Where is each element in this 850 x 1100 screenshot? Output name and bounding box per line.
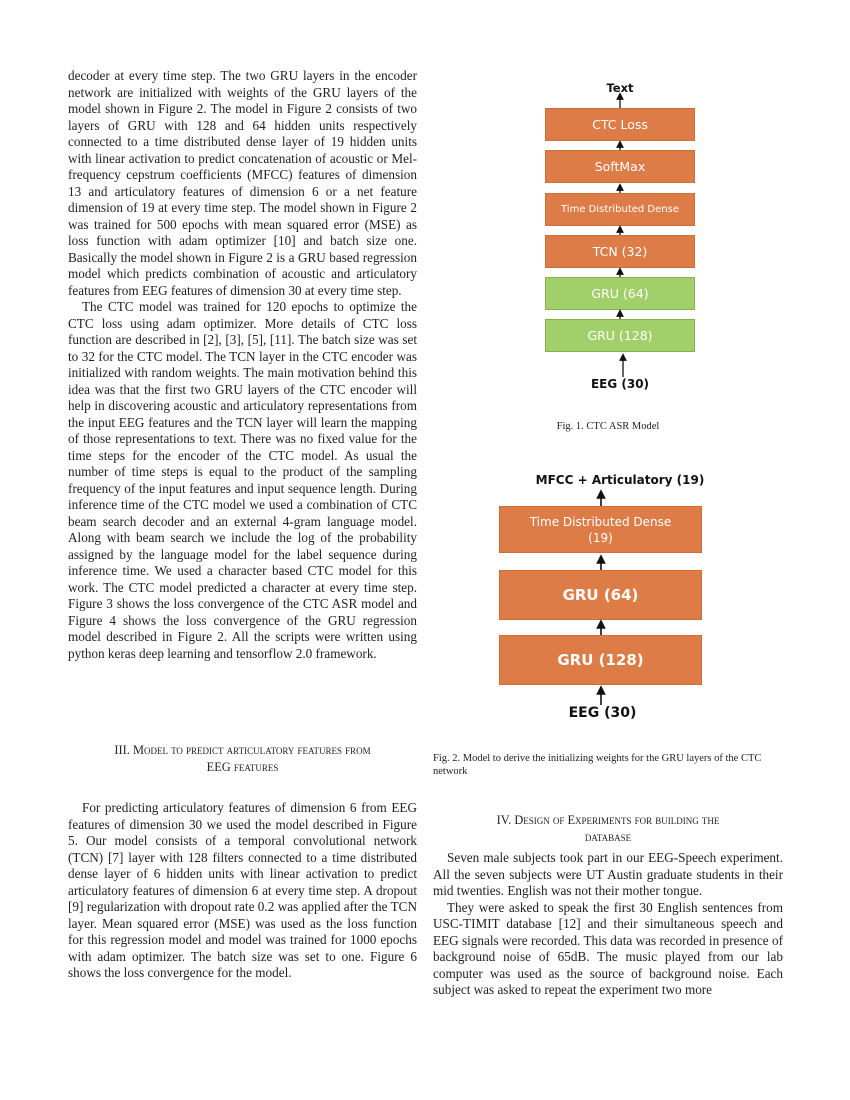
body-paragraph: decoder at every time step. The two GRU layers in the encoder network are initialized with weights of the GRU layers of the model shown in Figure 2. The model in Figure 2 consists of two layers of GRU with 128 and 64 hidden units respectively connected to a time distributed dense layer of 19 hidden units with linear activation to predict concatenation of acoustic or Mel-frequency cepstrum coefficients (MFCC) features of dimension 13 and articulatory features of dimension 6 or a net feature dimension of 19 at every time step. The model shown in Figure 2 was trained for 500 epochs with mean squared error (MSE) as loss function with adam optimizer [10] and batch size one. Basically the model shown in Figure 2 is a GRU based regression model which predicts combination of acoustic and articulatory features from EEG features of dimension 30 at every time step. [68, 68, 417, 298]
section-heading-iv [433, 812, 783, 845]
body-paragraph: The CTC model was trained for 120 epochs to optimize the CTC loss using adam optimizer. More details of CTC loss function are described in [2], [3], [5], [11]. The batch size was set to 32 for the CTC model. The TCN layer in the CTC encoder was initialized with random weights. The main motivation behind this idea was that the first two GRU layers of the CTC encoder will help in discovering acoustic and articulatory representations from the input EEG features and the TCN layer will learn the mapping of those representations to text. There was no fixed value for the time steps for the encoder of the CTC model. As usual the number of time steps is equal to the product of the sampling frequency of the input features and input sequence length. During inference time of the CTC model we used a combination of CTC beam search decoder and an external 4-gram language model. Along with beam search we include the log of the probability assigned by the language model for the label sequence during inference time. We used a character based CTC model for this work. The CTC model predicted a character at every time step. Figure 3 shows the loss convergence of the CTC ASR model and Figure 4 shows the loss convergence of the GRU regression model described in Figure 2. All the scripts were written using python keras deep learning and tensorflow 2.0 framework. [68, 299, 417, 661]
fig1-caption: Fig. 1. CTC ASR Model [556, 421, 660, 432]
section-title-line2: EEG features [206, 759, 279, 774]
fig1-input-label: EEG (30) [590, 377, 650, 391]
fig2-input-label: EEG (30) [568, 705, 637, 721]
fig2-layer-gru-64: GRU (64) [499, 570, 702, 620]
fig1-layer-softmax: SoftMax [545, 150, 695, 183]
fig1-layer-gru-64: GRU (64) [545, 277, 695, 310]
fig1-output-label: Text [606, 81, 634, 95]
section-title-line2: database [584, 829, 632, 844]
fig2-layer-gru-128: GRU (128) [499, 635, 702, 685]
body-paragraph: For predicting articulatory features of dimension 6 from EEG features of dimension 30 we used the model described in Figure 5. Our model consists of a temporal convolutional network (TCN) [7] layer with 128 filters connected to a time distributed dense layer of 6 hidden units with linear activation to predict articulatory features of dimension 6 at every time step. A dropout [9] regularization with dropout rate 0.2 was applied after the TCN layer. Mean squared error (MSE) was used as the loss function for this regression model and model was trained for 1000 epochs with adam optimizer. The batch size was set to one. Figure 6 shows the loss convergence for the model. [68, 800, 417, 980]
fig2-output-label: MFCC + Articulatory (19) [535, 473, 705, 487]
fig1-layer-ctc-loss: CTC Loss [545, 108, 695, 141]
body-paragraph: They were asked to speak the first 30 English sentences from USC-TIMIT database [12] and their simultaneous speech and EEG signals were recorded. This data was recorded in presence of background noise of 65dB. The music played from our lab computer was used as the source of background noise. Each subject was asked to repeat the experiment two more [433, 899, 783, 997]
section-title-line1: Design of Experiments for building the [514, 813, 720, 827]
fig1-layer-gru-128: GRU (128) [545, 319, 695, 352]
fig2-layer-time-distributed-dense: Time Distributed Dense (19) [499, 506, 702, 553]
fig1-layer-tcn: TCN (32) [545, 235, 695, 268]
section-numeral: IV. [496, 813, 512, 827]
right-column [433, 850, 783, 999]
section-title-line1: Model to predict articulatory features from [132, 743, 371, 757]
body-paragraph: Seven male subjects took part in our EEG-Speech experiment. All the seven subjects were UT Austin graduate students in their mid twenties. English was not their mother tongue. [433, 850, 783, 898]
fig1-layer-time-distributed-dense: Time Distributed Dense [545, 193, 695, 226]
fig2-caption: Fig. 2. Model to derive the initializing weights for the GRU layers of the CTC network [433, 753, 762, 777]
section-title [433, 812, 783, 845]
section-numeral: III. [114, 743, 130, 757]
